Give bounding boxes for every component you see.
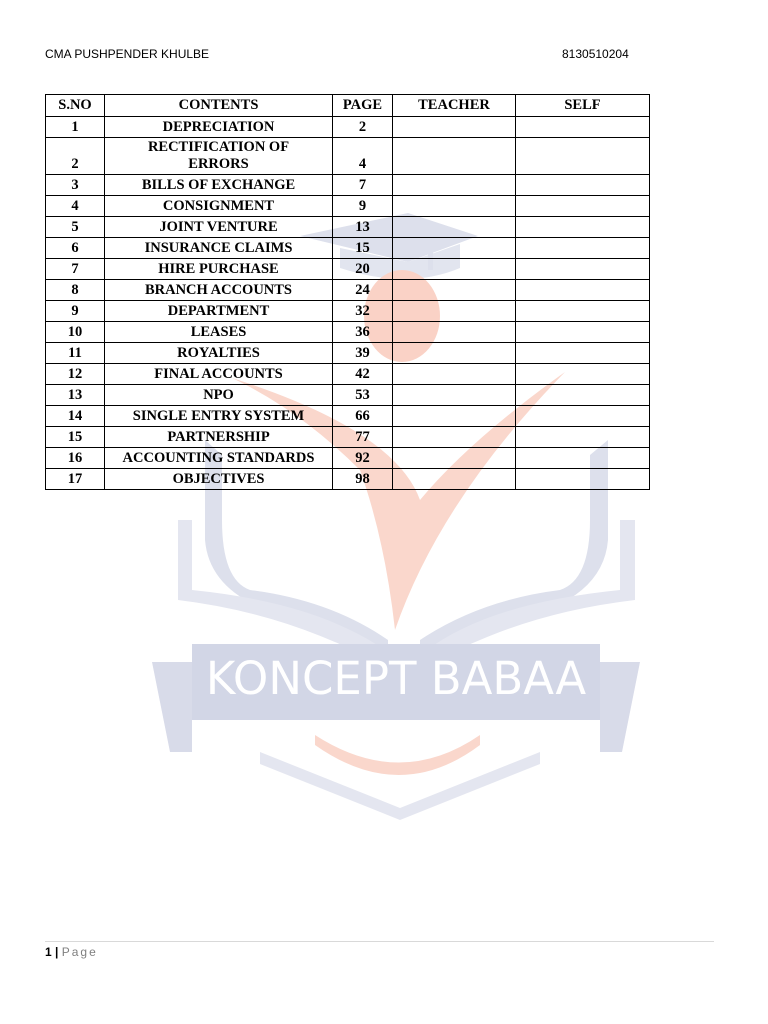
table-row	[46, 117, 650, 138]
row-title: BILLS OF EXCHANGE	[105, 175, 333, 196]
row-title: CONSIGNMENT	[105, 196, 333, 217]
row-teacher	[393, 217, 516, 238]
row-teacher	[393, 259, 516, 280]
row-title: ROYALTIES	[105, 343, 333, 364]
row-self	[516, 217, 650, 238]
row-page: 20	[333, 259, 393, 280]
row-self	[516, 117, 650, 138]
row-page: 9	[333, 196, 393, 217]
row-page: 77	[333, 427, 393, 448]
footer-separator: |	[55, 945, 59, 959]
row-teacher	[393, 238, 516, 259]
row-sno: 2	[46, 138, 105, 175]
row-self	[516, 448, 650, 469]
row-self	[516, 364, 650, 385]
row-teacher	[393, 364, 516, 385]
table-row	[46, 138, 650, 175]
row-title: OBJECTIVES	[105, 469, 333, 490]
row-page: 36	[333, 322, 393, 343]
row-page: 32	[333, 301, 393, 322]
row-sno: 16	[46, 448, 105, 469]
row-page: 39	[333, 343, 393, 364]
page-footer	[45, 945, 98, 959]
row-teacher	[393, 427, 516, 448]
table-row	[46, 259, 650, 280]
table-header-row	[46, 95, 650, 117]
row-sno: 5	[46, 217, 105, 238]
col-header-self: SELF	[516, 95, 650, 117]
row-self	[516, 138, 650, 175]
watermark-text: KONCEPT BABAA	[205, 652, 587, 705]
row-sno: 9	[46, 301, 105, 322]
row-teacher	[393, 280, 516, 301]
footer-page-label: Page	[61, 945, 98, 959]
row-teacher	[393, 448, 516, 469]
row-teacher	[393, 322, 516, 343]
row-self	[516, 301, 650, 322]
row-sno: 4	[46, 196, 105, 217]
row-sno: 15	[46, 427, 105, 448]
row-title	[105, 138, 333, 175]
table-row	[46, 343, 650, 364]
contents-table	[45, 94, 650, 490]
row-title: DEPRECIATION	[105, 117, 333, 138]
row-teacher	[393, 138, 516, 175]
table-row	[46, 280, 650, 301]
row-title-line2: ERRORS	[188, 156, 249, 172]
row-title: NPO	[105, 385, 333, 406]
row-teacher	[393, 406, 516, 427]
row-self	[516, 280, 650, 301]
footer-page-number: 1	[45, 945, 52, 959]
row-self	[516, 469, 650, 490]
row-teacher	[393, 301, 516, 322]
table-row	[46, 427, 650, 448]
row-sno: 17	[46, 469, 105, 490]
row-title: LEASES	[105, 322, 333, 343]
row-sno: 12	[46, 364, 105, 385]
row-page: 13	[333, 217, 393, 238]
row-title: BRANCH ACCOUNTS	[105, 280, 333, 301]
col-header-teacher: TEACHER	[393, 95, 516, 117]
row-self	[516, 322, 650, 343]
row-teacher	[393, 469, 516, 490]
row-title: INSURANCE CLAIMS	[105, 238, 333, 259]
row-title: JOINT VENTURE	[105, 217, 333, 238]
row-sno: 10	[46, 322, 105, 343]
author-name: CMA PUSHPENDER KHULBE	[45, 47, 210, 61]
row-title-line1: RECTIFICATION OF	[147, 139, 290, 155]
table-row	[46, 238, 650, 259]
row-teacher	[393, 196, 516, 217]
row-title: SINGLE ENTRY SYSTEM	[105, 406, 333, 427]
row-page: 98	[333, 469, 393, 490]
row-page: 66	[333, 406, 393, 427]
row-page: 42	[333, 364, 393, 385]
phone-number: 8130510204	[562, 47, 629, 61]
footer-divider	[45, 941, 714, 942]
row-sno: 11	[46, 343, 105, 364]
row-title: HIRE PURCHASE	[105, 259, 333, 280]
row-self	[516, 196, 650, 217]
row-page: 24	[333, 280, 393, 301]
row-title: DEPARTMENT	[105, 301, 333, 322]
row-page: 15	[333, 238, 393, 259]
table-row	[46, 175, 650, 196]
row-sno: 1	[46, 117, 105, 138]
row-page: 7	[333, 175, 393, 196]
row-page: 2	[333, 117, 393, 138]
row-page: 4	[333, 138, 393, 175]
table-row	[46, 196, 650, 217]
col-header-page: PAGE	[333, 95, 393, 117]
col-header-contents: CONTENTS	[105, 95, 333, 117]
table-row	[46, 406, 650, 427]
row-sno: 13	[46, 385, 105, 406]
table-row	[46, 385, 650, 406]
row-sno: 7	[46, 259, 105, 280]
row-title: FINAL ACCOUNTS	[105, 364, 333, 385]
row-teacher	[393, 175, 516, 196]
row-page: 92	[333, 448, 393, 469]
row-self	[516, 343, 650, 364]
row-title: PARTNERSHIP	[105, 427, 333, 448]
row-self	[516, 259, 650, 280]
table-row	[46, 322, 650, 343]
table-row	[46, 217, 650, 238]
row-sno: 8	[46, 280, 105, 301]
row-teacher	[393, 343, 516, 364]
table-row	[46, 364, 650, 385]
row-self	[516, 385, 650, 406]
table-row	[46, 301, 650, 322]
row-teacher	[393, 117, 516, 138]
row-teacher	[393, 385, 516, 406]
row-sno: 6	[46, 238, 105, 259]
row-self	[516, 427, 650, 448]
row-sno: 3	[46, 175, 105, 196]
row-self	[516, 406, 650, 427]
row-title: ACCOUNTING STANDARDS	[105, 448, 333, 469]
row-page: 53	[333, 385, 393, 406]
table-row	[46, 469, 650, 490]
col-header-sno: S.NO	[46, 95, 105, 117]
row-sno: 14	[46, 406, 105, 427]
row-self	[516, 238, 650, 259]
row-self	[516, 175, 650, 196]
table-row	[46, 448, 650, 469]
